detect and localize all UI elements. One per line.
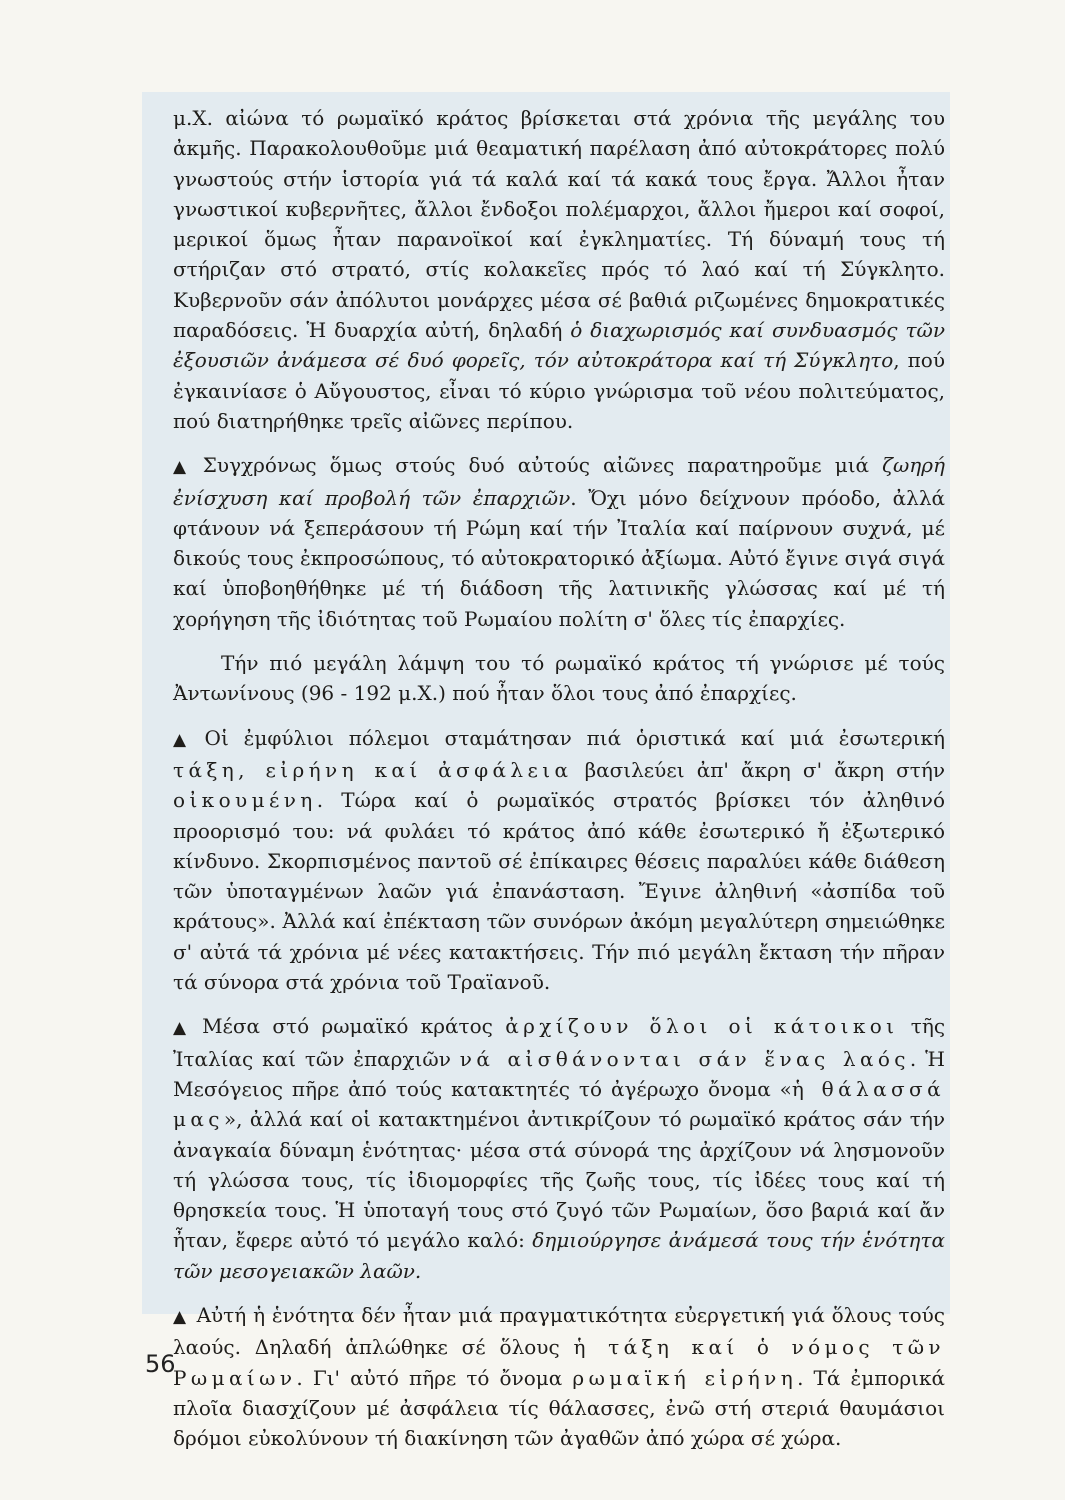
paragraph-1-emphasis: ὁ διαχωρισμός καί συνδυασμός τῶν ἐξουσιῶν ἀνάμεσα σέ δυό φορεῖς, τόν αὐτοκράτορα καί τή Σύγκλητο (173, 318, 945, 373)
paragraph-5-text: Μέσα στό ρωμαϊκό κράτος (202, 1014, 506, 1039)
paragraph-6-text-end: . Τά ἐμπορικά πλοῖα διασχίζουν μέ ἀσφάλεια τίς θάλασσες, ἐνῶ στή στεριά θαυμάσιοι δρόμοι εὐκολύνουν τή διακίνηση τῶν ἀγαθῶν ἀπό χώρα σέ χώρα. (173, 1365, 946, 1451)
paragraph-4-text: βασιλεύει ἀπ' ἄκρη σ' ἄκρη στήν (572, 757, 945, 782)
paragraph-3-text: Τήν πιό μεγάλη λάμψη του τό ρωμαϊκό κράτος τή γνώρισε μέ τούς Ἀντωνίνους (96 - 192 μ.Χ.) πού ἦταν ὅλοι τους ἀπό ἐπαρχίες. (173, 651, 945, 706)
paragraph-1-text: μ.Χ. αἰώνα τό ρωμαϊκό κράτος βρίσκεται στά χρόνια τῆς μεγάλης του ἀκμῆς. Παρακολουθοῦμε μιά θεαματική παρέλαση ἀπό αὐτοκράτορες πολύ γνωστούς στήν ἱστορία γιά τά καλά καί τά κακά τους ἔργα. Ἄλλοι ἦταν γνωστικοί κυβερνῆτες, ἄλλοι ἔνδοξοι πολέμαρχοι, ἄλλοι ἤμεροι καί σοφοί, μερικοί ὅμως ἦταν παρανοϊκοί καί ἐγκληματίες. Τή δύναμή τους τή στήριζαν στό στρατό, στίς κολακεῖες πρός τό λαό καί τή Σύγκλητο. Κυβερνοῦν σάν ἀπόλυτοι μονάρχες μέσα σέ βαθιά ριζωμένες δημοκρατικές παραδόσεις. Ἡ δυαρχία αὐτή, δηλαδή (173, 106, 945, 343)
triangle-marker-icon: ▲ (173, 729, 195, 750)
paragraph-4 (173, 723, 945, 998)
paragraph-1-text-end: , πού ἐγκαινίασε ὁ Αὔγουστος, εἶναι τό κύριο γνώρισμα τοῦ νέου πολιτεύματος, πού διατηρήθηκε τρεῖς αἰῶνες περίπου. (173, 348, 946, 433)
paragraph-4-text: Οἱ ἐμφύλιοι πόλεμοι σταμάτησαν πιά ὁριστικά καί μιά ἐσωτερική (204, 725, 945, 750)
paragraph-2-text: Συγχρόνως ὅμως στούς δυό αὐτούς αἰῶνες παρατηροῦμε μιά (202, 453, 883, 478)
paragraph-5-spaced: νά αἰσθάνονται σάν ἕνας λαός (459, 1046, 910, 1071)
paragraph-2 (173, 450, 945, 634)
paragraph-5-text: . Ἡ Μεσόγειος πῆρε ἀπό τούς κατακτητές τό ἀγέρωχο ὄνομα « (173, 1046, 945, 1101)
paragraph-4-spaced: τάξη, εἰρήνη καί ἀσφάλεια (173, 757, 573, 782)
paragraph-4-spaced: οἰκουμένη (173, 788, 317, 813)
paragraph-6-spaced: ἡ τάξη καί ὁ νόμος τῶν Ρωμαίων (173, 1335, 945, 1390)
paragraph-4-text-end: . Τώρα καί ὁ ρωμαϊκός στρατός βρίσκει τόν ἀληθινό προορισμό του: νά φυλάει τό κράτος ἀπό κάθε ἐσωτερικό ἤ ἐξωτερικό κίνδυνο. Σκορπισμένος παντοῦ σέ ἐπίκαιρες θέσεις παραλύει κάθε διάθεση τῶν ὑποταγμένων λαῶν γιά ἐπανάσταση. Ἔγινε ἀληθινή «ἀσπίδα τοῦ κράτους». Ἀλλά καί ἐπέκταση τῶν συνόρων ἀκόμη μεγαλύτερη σημειώθηκε σ' αὐτά τά χρόνια μέ νέες κατακτήσεις. Τήν πιό μεγάλη ἔκταση τήν πῆραν τά σύνορα στά χρόνια τοῦ Τραϊανοῦ. (173, 788, 945, 995)
paragraph-5-spaced: ἀρχίζουν ὅλοι οἱ κάτοικοι (505, 1014, 899, 1039)
paragraph-6-text: Αὐτή ἡ ἑνότητα δέν ἦταν μιά πραγματικότητα εὐεργετική γιά ὅλους τούς λαούς. Δηλαδή ἁπλώθηκε σέ ὅλους (173, 1302, 946, 1360)
paragraph-5-text: τῆς Ἰταλίας καί τῶν ἐπαρχιῶν (173, 1014, 946, 1071)
triangle-marker-icon: ▲ (173, 1018, 193, 1039)
paragraph-5-emphasis: δημιούργησε ἀνάμεσά τους τήν ἑνότητα τῶν μεσογειακῶν λαῶν. (173, 1228, 945, 1283)
triangle-marker-icon: ▲ (173, 457, 193, 478)
page-number: 56 (145, 1350, 176, 1378)
paragraph-2-text-end: . Ὄχι μόνο δείχνουν πρόοδο, ἀλλά φτάνουν νά ξεπεράσουν τή Ρώμη καί τήν Ἰταλία καί παίρνουν συχνά, μέ δικούς τους ἐκπροσώπους, τό αὐτοκρατορικό ἀξίωμα. Αὐτό ἔγινε σιγά σιγά καί ὑποβοηθήθηκε μέ τή διάδοση τῆς λατινικῆς γλώσσας καί μέ τή χορήγηση τῆς ἰδιότητας τοῦ Ρωμαίου πολίτη σ' ὅλες τίς ἐπαρχίες. (173, 485, 946, 631)
paragraph-2-emphasis: ζωηρή ἐνίσχυση καί προβολή τῶν ἐπαρχιῶν (173, 453, 945, 510)
paragraph-5 (173, 1011, 945, 1286)
paragraph-5-spaced: ἡ θάλασσά μας (173, 1076, 946, 1132)
paragraph-5-text: », ἀλλά καί οἱ κατακτημένοι ἀντικρίζουν τό ρωμαϊκό κράτος σάν τήν ἀναγκαία δύναμη ἑνότητας· μέσα στά σύνορά της ἀρχίζουν νά λησμονοῦν τή γλώσσα τους, τίς ἰδιομορφίες τῆς ζωῆς τους, τίς ἰδέες τους καί τή θρησκεία τους. Ἡ ὑποταγή τους στό ζυγό τῶν Ρωμαίων, ὅσο βαριά καί ἄν ἦταν, ἔφερε αὐτό τό μεγάλο καλό: (173, 1107, 945, 1253)
paragraph-6-text: . Γι' αὐτό πῆρε τό ὄνομα (296, 1365, 573, 1390)
paragraph-6-spaced: ρωμαϊκή εἰρήνη (572, 1365, 798, 1390)
paragraph-3 (173, 648, 945, 709)
book-text (173, 103, 945, 1453)
paragraph-6 (173, 1300, 945, 1453)
paragraph-1 (173, 103, 945, 436)
triangle-marker-icon: ▲ (173, 1306, 187, 1327)
